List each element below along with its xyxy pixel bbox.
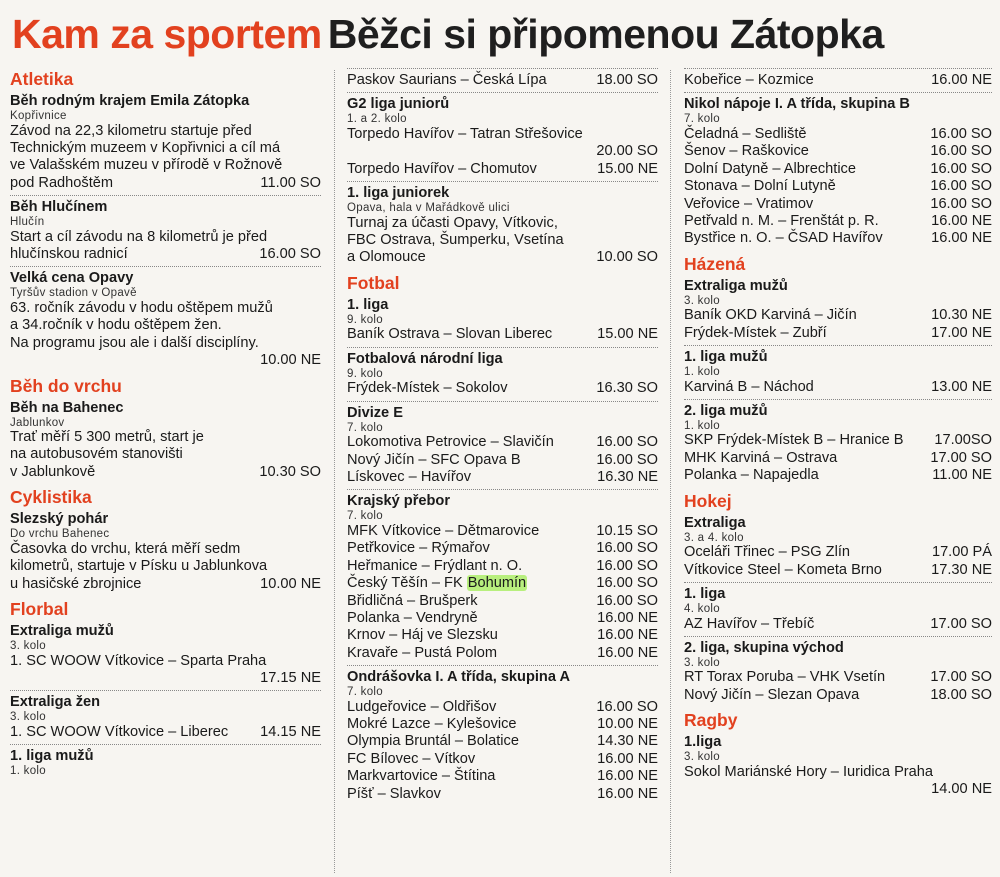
fixture-time: 17.00 SO	[930, 615, 992, 632]
event-subtitle: 3. a 4. kolo	[684, 531, 744, 544]
fixture-time: 15.00 NE	[597, 326, 658, 343]
event-subtitle: 1. a 2. kolo	[347, 113, 407, 126]
fixture-name: AZ Havířov – Třebíč	[684, 615, 815, 632]
fixture-row	[684, 764, 992, 781]
fixture-name: Polanka – Vendryně	[347, 609, 478, 626]
section-heading: Hokej	[684, 490, 732, 511]
event-subtitle: 3. kolo	[684, 656, 720, 669]
fixture-time: 18.00 SO	[596, 72, 658, 88]
event-title: Nikol nápoje I. A třída, skupina B	[684, 96, 910, 113]
event-subtitle: 3. kolo	[684, 294, 720, 307]
event-title: Velká cena Opavy	[10, 270, 134, 287]
event-subtitle: Opava, hala v Mařádkově ulici	[347, 202, 510, 215]
fixture-name: Ludgeřovice – Oldřišov	[347, 698, 497, 715]
fixture-time: 17.30 NE	[931, 561, 992, 578]
fixture-row	[347, 380, 658, 397]
event-time: 17.15 NE	[260, 669, 321, 686]
event-title: Divize E	[347, 404, 403, 421]
event-block	[10, 195, 321, 263]
fixture-row	[684, 126, 992, 143]
fixture-row	[347, 751, 658, 768]
event-text: Závod na 22,3 kilometru startuje před	[10, 122, 252, 139]
fixture-row	[347, 575, 658, 592]
fixture-time: 16.00 NE	[931, 230, 992, 247]
column-1	[10, 68, 321, 872]
fixture-name: Kravaře – Pustá Polom	[347, 644, 498, 661]
fixture-time: 16.30 SO	[596, 380, 658, 397]
fixture-row	[684, 72, 992, 89]
event-text: Technickým muzeem v Kopřivnici a cíl má	[10, 139, 281, 156]
fixture-row	[684, 562, 992, 579]
fixture-name: MHK Karviná – Ostrava	[684, 449, 838, 466]
fixture-row	[347, 558, 658, 575]
fixture-name: Bystřice n. O. – ČSAD Havířov	[684, 230, 883, 247]
fixture-name: FC Bílovec – Vítkov	[347, 750, 476, 767]
fixture-time: 16.00 SO	[930, 178, 992, 195]
event-title: Extraliga žen	[10, 694, 101, 711]
fixture-row	[684, 687, 992, 704]
event-title: Fotbalová národní liga	[347, 350, 503, 367]
fixture-name: pod Radhoštěm	[10, 174, 114, 191]
event-title: 1.liga	[684, 734, 722, 751]
fixture-name: MFK Vítkovice – Dětmarovice	[347, 522, 540, 539]
fixture-time: 10.30 NE	[931, 307, 992, 324]
fixture-time: 16.00 NE	[597, 750, 658, 767]
section-heading: Cyklistika	[10, 487, 92, 508]
event-block	[347, 181, 658, 267]
event-block	[10, 690, 321, 741]
fixture-time: 16.00 NE	[597, 644, 658, 661]
fixture-row	[347, 716, 658, 733]
fixture-row	[347, 469, 658, 486]
event-subtitle: 9. kolo	[347, 313, 383, 326]
event-block	[684, 399, 992, 485]
event-time: 20.00 SO	[596, 143, 658, 160]
fixture-row	[10, 246, 321, 263]
fixture-row	[684, 669, 992, 686]
column-divider	[334, 70, 335, 873]
fixture-name: Sokol Mariánské Hory – Iuridica Praha	[684, 763, 934, 780]
fixture-row	[684, 178, 992, 195]
fixture-row	[347, 523, 658, 540]
event-block	[10, 508, 321, 593]
fixture-name: Břidličná – Brušperk	[347, 592, 478, 609]
event-title: 1. liga mužů	[684, 349, 768, 366]
event-block	[347, 294, 658, 344]
fixture-time: 16.00 SO	[596, 698, 658, 715]
fixture-time: 17.00 NE	[931, 324, 992, 341]
fixture-name: a Olomouce	[347, 249, 426, 266]
fixture-row	[684, 325, 992, 342]
event-subtitle: 3. kolo	[684, 751, 720, 764]
fixture-time: 16.00 SO	[596, 557, 658, 574]
fixture-time: 10.00 SO	[596, 249, 658, 266]
fixture-time: 18.00 SO	[930, 686, 992, 703]
fixture-name: Oceláři Třinec – PSG Zlín	[684, 544, 850, 561]
event-title: Ondrášovka I. A třída, skupina A	[347, 669, 571, 686]
fixture-time: 16.00 SO	[596, 434, 658, 451]
fixture-name: Šenov – Raškovice	[684, 143, 809, 160]
event-title: 1. liga	[684, 586, 726, 602]
event-block	[684, 582, 992, 633]
event-subtitle: 7. kolo	[347, 686, 383, 699]
fixture-row	[684, 544, 992, 561]
event-block	[684, 731, 992, 798]
fixture-name: Čeladná – Sedliště	[684, 125, 807, 142]
fixture-time: 15.00 NE	[597, 160, 658, 177]
event-text: Časovka do vrchu, která měří sedm	[10, 540, 241, 557]
event-time: 10.00 NE	[260, 352, 321, 369]
event-title: 1. liga juniorek	[347, 185, 450, 202]
event-text: ve Valašském muzeu v přírodě v Rožnově	[10, 157, 283, 174]
page-header	[12, 10, 992, 58]
section-heading: Fotbal	[347, 272, 400, 293]
event-time: 14.00 NE	[931, 781, 992, 798]
fixture-name: Nový Jičín – SFC Opava B	[347, 451, 521, 468]
fixture-name: Stonava – Dolní Lutyně	[684, 178, 836, 195]
fixture-time: 10.15 SO	[596, 522, 658, 539]
fixture-time: 16.00 SO	[930, 160, 992, 177]
fixture-name: Dolní Datyně – Albrechtice	[684, 160, 856, 177]
fixture-name: u hasičské zbrojnice	[10, 575, 142, 592]
fixture-row	[684, 379, 992, 396]
event-block	[684, 68, 992, 89]
event-title: 1. liga mužů	[10, 748, 94, 765]
fixture-time: 10.00 NE	[260, 575, 321, 592]
fixture-row	[347, 699, 658, 716]
fixture-time: 16.00 NE	[931, 212, 992, 229]
fixture-row	[347, 610, 658, 627]
event-block	[10, 744, 321, 778]
event-subtitle: Hlučín	[10, 216, 45, 229]
event-block	[10, 620, 321, 687]
fixture-name: Frýdek-Místek – Sokolov	[347, 380, 508, 397]
fixture-time: 17.00SO	[934, 432, 992, 449]
fixture-row	[347, 768, 658, 785]
event-title: Extraliga mužů	[684, 277, 788, 294]
fixture-time: 17.00 SO	[930, 449, 992, 466]
event-title: Běh rodným krajem Emila Zátopka	[10, 93, 250, 109]
fixture-row	[684, 307, 992, 324]
event-subtitle: 3. kolo	[10, 711, 46, 724]
fixture-row	[347, 593, 658, 610]
fixture-name: Veřovice – Vratimov	[684, 195, 814, 212]
header-title: Běžci si připomenou Zátopka	[327, 11, 884, 57]
fixture-row	[10, 175, 321, 192]
event-block	[684, 275, 992, 342]
fixture-name: Paskov Saurians – Česká Lípa	[347, 72, 547, 88]
event-subtitle: Jablunkov	[10, 416, 65, 429]
fixture-name: Polanka – Napajedla	[684, 467, 819, 484]
event-block	[347, 489, 658, 662]
event-subtitle: Tyršův stadion v Opavě	[10, 287, 137, 300]
event-text: Start a cíl závodu na 8 kilometrů je před	[10, 228, 268, 245]
fixture-time: 16.00 SO	[596, 540, 658, 557]
event-block	[684, 92, 992, 247]
header-kicker: Kam za sportem	[12, 11, 322, 57]
fixture-name: RT Torax Poruba – VHK Vsetín	[684, 669, 886, 686]
fixture-name: SKP Frýdek-Místek B – Hranice B	[684, 432, 904, 449]
event-block	[10, 266, 321, 369]
fixture-time: 16.00 SO	[596, 575, 658, 592]
event-block	[347, 401, 658, 487]
event-title: 2. liga, skupina východ	[684, 639, 844, 656]
fixture-time: 16.00 SO	[259, 246, 321, 263]
fixture-name: Krnov – Háj ve Slezsku	[347, 627, 498, 644]
event-block	[10, 397, 321, 482]
fixture-name: Vítkovice Steel – Kometa Brno	[684, 561, 882, 578]
event-subtitle: 7. kolo	[347, 510, 383, 523]
fixture-row	[684, 616, 992, 633]
event-subtitle: 7. kolo	[347, 421, 383, 434]
fixture-row	[347, 72, 658, 89]
fixture-time: 13.00 NE	[931, 378, 992, 395]
section-heading: Florbal	[10, 599, 69, 619]
event-block	[347, 68, 658, 89]
event-subtitle: Do vrchu Bahenec	[10, 528, 110, 541]
fixture-time: 10.00 NE	[597, 716, 658, 733]
fixture-row	[684, 450, 992, 467]
fixture-row	[347, 540, 658, 557]
event-block	[684, 636, 992, 704]
fixture-time: 16.00 SO	[930, 143, 992, 160]
fixture-time: 17.00 PÁ	[931, 544, 992, 561]
fixture-name: Heřmanice – Frýdlant n. O.	[347, 557, 523, 574]
fixture-row	[684, 467, 992, 484]
fixture-row	[10, 576, 321, 593]
event-text: na autobusovém stanovišti	[10, 446, 183, 463]
fixture-name: Petřkovice – Rýmařov	[347, 540, 490, 557]
fixture-name: Frýdek-Místek – Zubří	[684, 324, 827, 341]
fixture-row	[347, 434, 658, 451]
fixture-row	[347, 627, 658, 644]
fixture-time: 17.00 SO	[930, 669, 992, 686]
section-heading: Házená	[684, 253, 746, 274]
fixture-row	[347, 326, 658, 343]
fixture-time: 11.00 SO	[260, 174, 321, 191]
fixture-row	[684, 161, 992, 178]
fixture-row	[347, 452, 658, 469]
event-block	[347, 347, 658, 398]
event-block	[684, 512, 992, 579]
event-text: Trať měří 5 300 metrů, start je	[10, 429, 204, 446]
column-3	[684, 68, 992, 872]
fixture-name: Baník Ostrava – Slovan Liberec	[347, 326, 553, 343]
event-text: Turnaj za účasti Opavy, Vítkovic,	[347, 214, 558, 231]
fixture-time: 16.00 SO	[930, 195, 992, 212]
fixture-name: 1. SC WOOW Vítkovice – Liberec	[10, 723, 229, 740]
fixture-time: 16.00 SO	[596, 451, 658, 468]
fixture-row	[347, 126, 658, 143]
fixture-name: Píšť – Slavkov	[347, 785, 441, 802]
fixture-row	[10, 653, 321, 670]
fixture-time: 16.00 NE	[597, 609, 658, 626]
fixture-name: Mokré Lazce – Kylešovice	[347, 716, 517, 733]
fixture-row	[347, 249, 658, 266]
event-title: 1. liga	[347, 296, 389, 313]
fixture-name: Kobeřice – Kozmice	[684, 72, 814, 88]
event-subtitle: 9. kolo	[347, 367, 383, 380]
event-block	[684, 345, 992, 396]
event-block	[347, 92, 658, 178]
event-title: Běh na Bahenec	[10, 399, 124, 416]
fixture-time: 10.30 SO	[259, 463, 321, 480]
fixture-time: 16.00 NE	[597, 785, 658, 802]
fixture-time: 16.00 NE	[931, 72, 992, 88]
event-subtitle: Kopřivnice	[10, 110, 67, 122]
fixture-name: Torpedo Havířov – Tatran Střešovice	[347, 125, 583, 142]
highlight-mark: Bohumín	[467, 575, 527, 592]
fixture-name: Lokomotiva Petrovice – Slavičín	[347, 434, 554, 451]
fixture-name: Baník OKD Karviná – Jičín	[684, 307, 857, 324]
fixture-name: Nový Jičín – Slezan Opava	[684, 686, 860, 703]
fixture-name: 1. SC WOOW Vítkovice – Sparta Praha	[10, 652, 267, 669]
fixture-time: 16.00 SO	[596, 592, 658, 609]
event-block	[347, 665, 658, 803]
event-subtitle: 4. kolo	[684, 603, 720, 615]
fixture-name: Olympia Bruntál – Bolatice	[347, 733, 519, 750]
fixture-time: 16.30 NE	[597, 468, 658, 485]
fixture-name: Markvartovice – Štítina	[347, 768, 496, 785]
fixture-name: Karviná B – Náchod	[684, 378, 814, 395]
fixture-name: Český Těšín – FK Bohumín	[347, 575, 527, 592]
event-title: Krajský přebor	[347, 493, 451, 510]
event-text: a 34.ročník v hodu oštěpem žen.	[10, 317, 222, 334]
fixture-time: 16.00 SO	[930, 125, 992, 142]
event-title: Běh Hlučínem	[10, 199, 108, 216]
fixture-row	[347, 645, 658, 662]
event-subtitle: 1. kolo	[10, 765, 46, 778]
fixture-name: Torpedo Havířov – Chomutov	[347, 160, 537, 177]
event-text: 63. ročník závodu v hodu oštěpem mužů	[10, 299, 273, 316]
event-title: Slezský pohár	[10, 511, 109, 528]
fixture-row	[347, 733, 658, 750]
fixture-name: Petřvald n. M. – Frenštát p. R.	[684, 212, 879, 229]
section-heading: Atletika	[10, 69, 74, 89]
column-divider	[670, 70, 671, 873]
fixture-name: v Jablunkově	[10, 463, 96, 480]
event-text: Na programu jsou ale i další disciplíny.	[10, 334, 259, 351]
event-title: Extraliga mužů	[10, 623, 114, 639]
event-block	[10, 90, 321, 192]
section-heading: Ragby	[684, 710, 738, 731]
fixture-row	[684, 196, 992, 213]
fixture-row	[684, 213, 992, 230]
fixture-time: 16.00 NE	[597, 768, 658, 785]
fixture-time: 11.00 NE	[932, 467, 992, 484]
event-title: 2. liga mužů	[684, 402, 768, 419]
fixture-row	[684, 432, 992, 449]
fixture-row	[347, 161, 658, 178]
fixture-row	[684, 230, 992, 247]
fixture-name: hlučínskou radnicí	[10, 246, 128, 263]
fixture-time: 14.30 NE	[597, 733, 658, 750]
fixture-time: 14.15 NE	[260, 723, 321, 740]
column-2	[347, 68, 658, 872]
fixture-row	[347, 786, 658, 803]
event-text: FBC Ostrava, Šumperku, Vsetína	[347, 232, 564, 249]
fixture-row	[10, 464, 321, 481]
event-subtitle: 7. kolo	[684, 113, 720, 126]
fixture-time: 16.00 NE	[597, 627, 658, 644]
event-subtitle: 1. kolo	[684, 419, 720, 432]
section-heading: Běh do vrchu	[10, 375, 122, 396]
fixture-row	[684, 143, 992, 160]
event-text: kilometrů, startuje v Písku u Jablunkova	[10, 558, 268, 575]
event-title: G2 liga juniorů	[347, 96, 450, 113]
fixture-row	[10, 724, 321, 741]
event-subtitle: 1. kolo	[684, 366, 720, 379]
event-subtitle: 3. kolo	[10, 640, 46, 652]
event-title: Extraliga	[684, 514, 746, 531]
fixture-name: Lískovec – Havířov	[347, 468, 472, 485]
